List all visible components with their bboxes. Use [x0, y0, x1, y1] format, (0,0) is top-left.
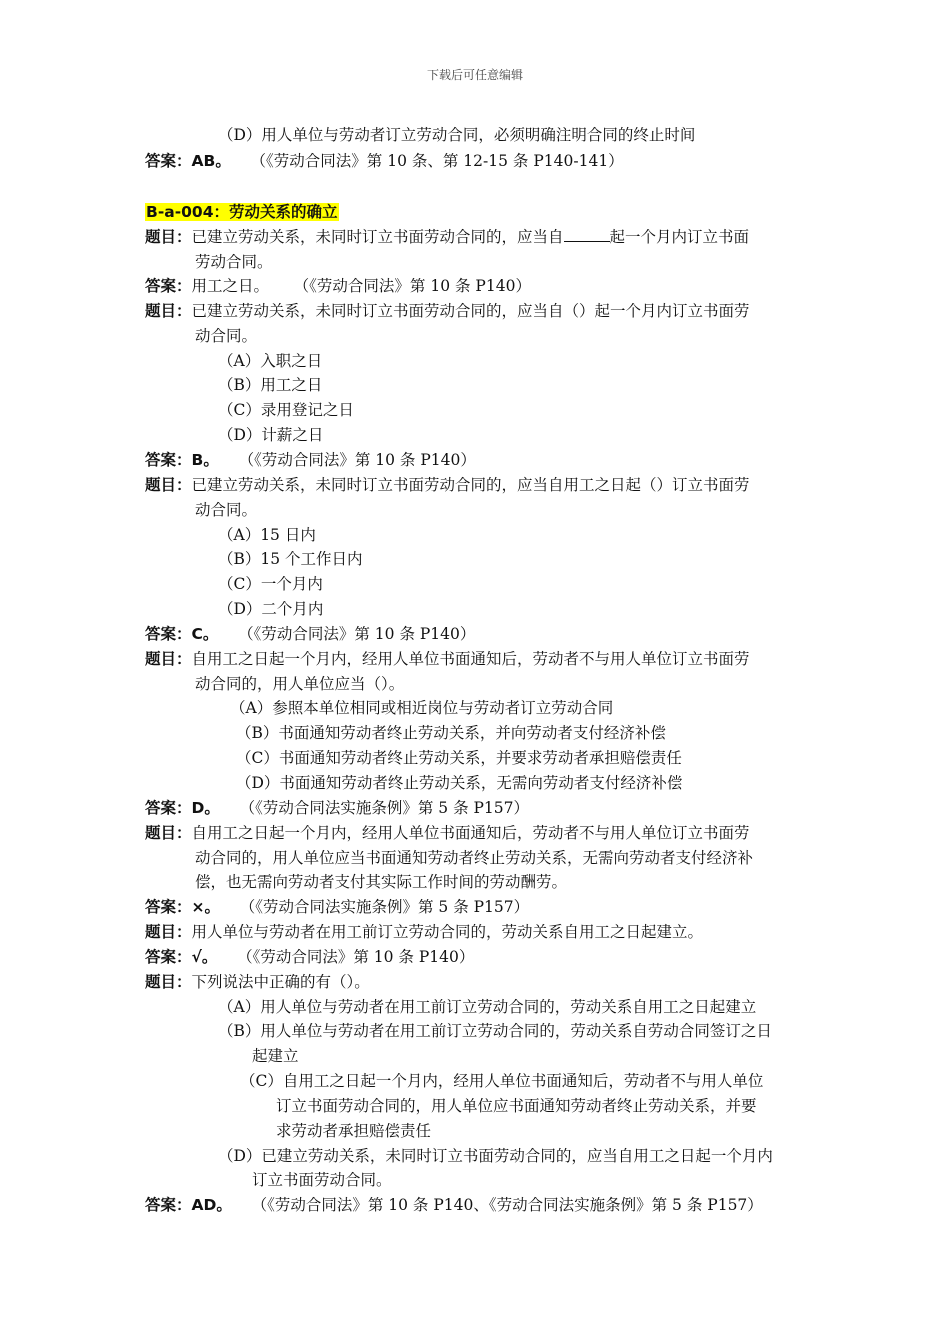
answer-value: AD。: [191, 1196, 232, 1214]
option-line: （C）一个月内: [218, 575, 323, 593]
option-line: （C）录用登记之日: [218, 401, 354, 419]
question-text: 起一个月内订立书面: [609, 228, 750, 246]
answer-label: 答案：: [145, 277, 192, 295]
option-line: （B）15 个工作日内: [218, 550, 363, 568]
answer-value: B。: [191, 451, 219, 469]
section-heading: [145, 201, 339, 223]
answer-line: [145, 275, 531, 297]
question-text: 已建立劳动关系，未同时订立书面劳动合同的，应当自: [191, 228, 564, 246]
question-text: 动合同的，用人单位应当书面通知劳动者终止劳动关系，无需向劳动者支付经济补: [195, 849, 754, 867]
question-label: 题目：: [145, 824, 192, 842]
answer-line: [145, 623, 475, 645]
answer-reference: （《劳动合同法》第 10 条 P140、《劳动合同法实施条例》第 5 条 P157）: [251, 1196, 763, 1214]
question-line: [145, 822, 750, 844]
answer-label: 答案：: [145, 799, 192, 817]
option-line: （C）自用工之日起一个月内，经用人单位书面通知后，劳动者不与用人单位: [240, 1072, 764, 1090]
option-line: （A）用人单位与劳动者在用工前订立劳动合同的，劳动关系自用工之日起建立: [218, 998, 757, 1016]
option-line: （D）二个月内: [218, 600, 324, 618]
question-text: 自用工之日起一个月内，经用人单位书面通知后，劳动者不与用人单位订立书面劳: [191, 650, 750, 668]
question-label: 题目：: [145, 476, 192, 494]
option-line: （B）用工之日: [218, 376, 323, 394]
option-line: （C）书面通知劳动者终止劳动关系，并要求劳动者承担赔偿责任: [236, 749, 682, 767]
answer-value: AB。: [191, 152, 231, 170]
answer-line: [145, 150, 624, 172]
option-line: （A）入职之日: [218, 352, 323, 370]
answer-value: C。: [191, 625, 219, 643]
question-label: 题目：: [145, 973, 192, 991]
option-line: （A）参照本单位相同或相近岗位与劳动者订立劳动合同: [230, 699, 614, 717]
answer-reference: （《劳动合同法实施条例》第 5 条 P157）: [239, 799, 530, 817]
question-text: 自用工之日起一个月内，经用人单位书面通知后，劳动者不与用人单位订立书面劳: [191, 824, 750, 842]
option-line: （B）用人单位与劳动者在用工前订立劳动合同的，劳动关系自劳动合同签订之日: [218, 1022, 772, 1040]
option-line: （D）已建立劳动关系，未同时订立书面劳动合同的，应当自用工之日起一个月内: [218, 1147, 773, 1165]
answer-line: [145, 896, 529, 918]
question-line: [145, 648, 750, 670]
question-label: 题目：: [145, 650, 192, 668]
option-line: （D）用人单位与劳动者订立劳动合同，必须明确注明合同的终止时间: [218, 126, 696, 144]
question-text: 用人单位与劳动者在用工前订立劳动合同的，劳动关系自用工之日起建立。: [191, 923, 704, 941]
option-line: 起建立: [252, 1047, 299, 1065]
question-label: 题目：: [145, 302, 192, 320]
answer-line: [145, 946, 474, 968]
option-line: （D）书面通知劳动者终止劳动关系，无需向劳动者支付经济补偿: [236, 774, 683, 792]
answer-value: √。: [191, 948, 218, 966]
answer-reference: （《劳动合同法》第 10 条 P140）: [293, 277, 531, 295]
answer-reference: （《劳动合同法》第 10 条、第 12-15 条 P140-141）: [250, 152, 624, 170]
answer-label: 答案：: [145, 152, 192, 170]
answer-label: 答案：: [145, 1196, 192, 1214]
question-label: 题目：: [145, 923, 192, 941]
question-line: [145, 300, 750, 322]
question-text: 动合同。: [195, 327, 258, 345]
answer-line: [145, 797, 529, 819]
answer-label: 答案：: [145, 451, 192, 469]
question-text: 偿，也无需向劳动者支付其实际工作时间的劳动酬劳。: [195, 873, 568, 891]
answer-label: 答案：: [145, 898, 192, 916]
question-line: [145, 226, 749, 248]
question-text: 已建立劳动关系，未同时订立书面劳动合同的，应当自用工之日起（）订立书面劳: [191, 476, 750, 494]
answer-reference: （《劳动合同法实施条例》第 5 条 P157）: [239, 898, 530, 916]
question-text: 下列说法中正确的有（）。: [191, 973, 370, 991]
question-text: 动合同的，用人单位应当（）。: [195, 675, 405, 693]
question-line: [145, 474, 750, 496]
answer-label: 答案：: [145, 948, 192, 966]
answer-value: 用工之日。: [191, 277, 270, 295]
section-heading-text: B-a-004：劳动关系的确立: [146, 203, 338, 221]
question-line: [145, 921, 703, 943]
page-header: 下载后可任意编辑: [426, 68, 523, 82]
answer-label: 答案：: [145, 625, 192, 643]
option-line: （B）书面通知劳动者终止劳动关系，并向劳动者支付经济补偿: [236, 724, 666, 742]
option-line: 订立书面劳动合同。: [252, 1171, 392, 1189]
option-line: 求劳动者承担赔偿责任: [276, 1122, 432, 1140]
answer-line: [145, 1194, 763, 1216]
answer-reference: （《劳动合同法》第 10 条 P140）: [237, 948, 475, 966]
question-label: 题目：: [145, 228, 192, 246]
answer-value: D。: [191, 799, 220, 817]
option-line: 订立书面劳动合同的，用人单位应书面通知劳动者终止劳动关系，并要: [276, 1097, 757, 1115]
question-text: 已建立劳动关系，未同时订立书面劳动合同的，应当自（）起一个月内订立书面劳: [191, 302, 750, 320]
answer-value: ×。: [191, 898, 221, 916]
option-line: （D）计薪之日: [218, 426, 324, 444]
answer-line: [145, 449, 476, 471]
answer-reference: （《劳动合同法》第 10 条 P140）: [238, 625, 476, 643]
answer-reference: （《劳动合同法》第 10 条 P140）: [238, 451, 476, 469]
question-line: [145, 971, 370, 993]
question-text: 动合同。: [195, 501, 258, 519]
option-line: （A）15 日内: [218, 526, 316, 544]
fill-blank: [564, 227, 610, 242]
question-text: 劳动合同。: [195, 253, 273, 271]
